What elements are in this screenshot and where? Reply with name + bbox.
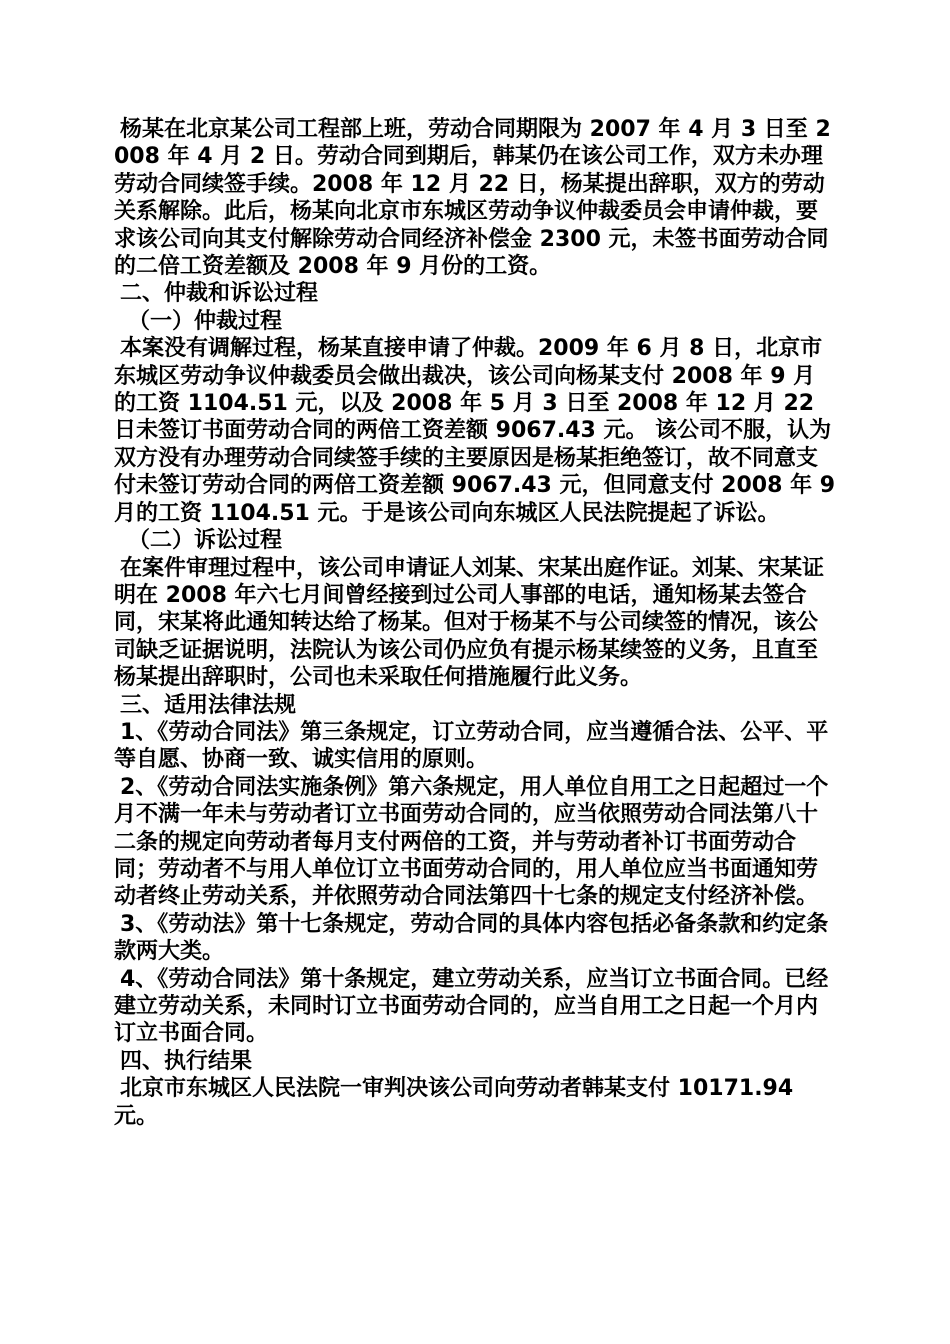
subheading-litigation-process: （二）诉讼过程 bbox=[128, 528, 283, 554]
section-heading-execution-result: 四、执行结果 bbox=[120, 1048, 253, 1074]
litigation-paragraph: 在案件审理过程中，该公司申请证人刘某、宋某出庭作证。刘某、宋某证明在 2008 年六七月间曾经接到过公司人事部的电话，通知杨某去签合同，宋某将此通知转达给了杨某。但对于杨某不与公司续签的情况，该公司缺乏证据说明，法院认为该公司仍应负有提示杨某续签的义务，且直至杨某提出辞职时，公司也未采取任何措施履行此义务。 bbox=[114, 555, 825, 691]
law-item-4: 4、《劳动合同法》第十条规定，建立劳动关系，应当订立书面合同。已经建立劳动关系，未同时订立书面劳动合同的，应当自用工之日起一个月内订立书面合同。 bbox=[114, 966, 829, 1047]
law-item-3: 3、《劳动法》第十七条规定，劳动合同的具体内容包括必备条款和约定条款两大类。 bbox=[114, 911, 829, 965]
execution-result-paragraph: 北京市东城区人民法院一审判决该公司向劳动者韩某支付 10171.94 元。 bbox=[114, 1076, 801, 1129]
subheading-arbitration-process: （一）仲裁过程 bbox=[128, 308, 283, 334]
case-facts-paragraph: 杨某在北京某公司工程部上班，劳动合同期限为 2007 年 4 月 3 日至 2008 年 4 月 2 日。劳动合同到期后，韩某仍在该公司工作，双方未办理劳动合同续签手续。2008 年 12 月 22 日，杨某提出辞职，双方的劳动关系解除。此后，杨某向北京市东城区劳动争议仲裁委员会申请仲裁，要求该公司向其支付解除劳动合同经济补偿金 2300 元，未签书面劳动合同的二倍工资差额及 2008 年 9 月份的工资。 bbox=[114, 117, 831, 280]
document-body bbox=[114, 116, 843, 1130]
section-heading-arbitration-litigation: 二、仲裁和诉讼过程 bbox=[120, 281, 319, 307]
section-heading-applicable-law: 三、适用法律法规 bbox=[120, 692, 297, 718]
arbitration-paragraph: 本案没有调解过程，杨某直接申请了仲裁。2009 年 6 月 8 日，北京市东城区劳动争议仲裁委员会做出裁决，该公司向杨某支付 2008 年 9 月的工资 1104.51 元，以及 2008 年 5 月 3 日至 2008 年 12 月 22 日未签订书面劳动合同的两倍工资差额 9067.43 元。 该公司不服，认为双方没有办理劳动合同续签手续的主要原因是杨某拒绝签订，故不同意支付未签订劳动合同的两倍工资差额 9067.43 元，但同意支付 2008 年 9 月的工资 1104.51 元。于是该公司向东城区人民法院提起了诉讼。 bbox=[114, 336, 843, 526]
law-item-1: 1、《劳动合同法》第三条规定，订立劳动合同，应当遵循合法、公平、平等自愿、协商一致、诚实信用的原则。 bbox=[114, 719, 829, 773]
law-item-2: 2、《劳动合同法实施条例》第六条规定，用人单位自用工之日起超过一个月不满一年未与劳动者订立书面劳动合同的，应当依照劳动合同法第八十二条的规定向劳动者每月支付两倍的工资，并与劳动者补订书面劳动合同；劳动者不与用人单位订立书面劳动合同的，用人单位应当书面通知劳动者终止劳动关系，并依照劳动合同法第四十七条的规定支付经济补偿。 bbox=[114, 774, 829, 910]
